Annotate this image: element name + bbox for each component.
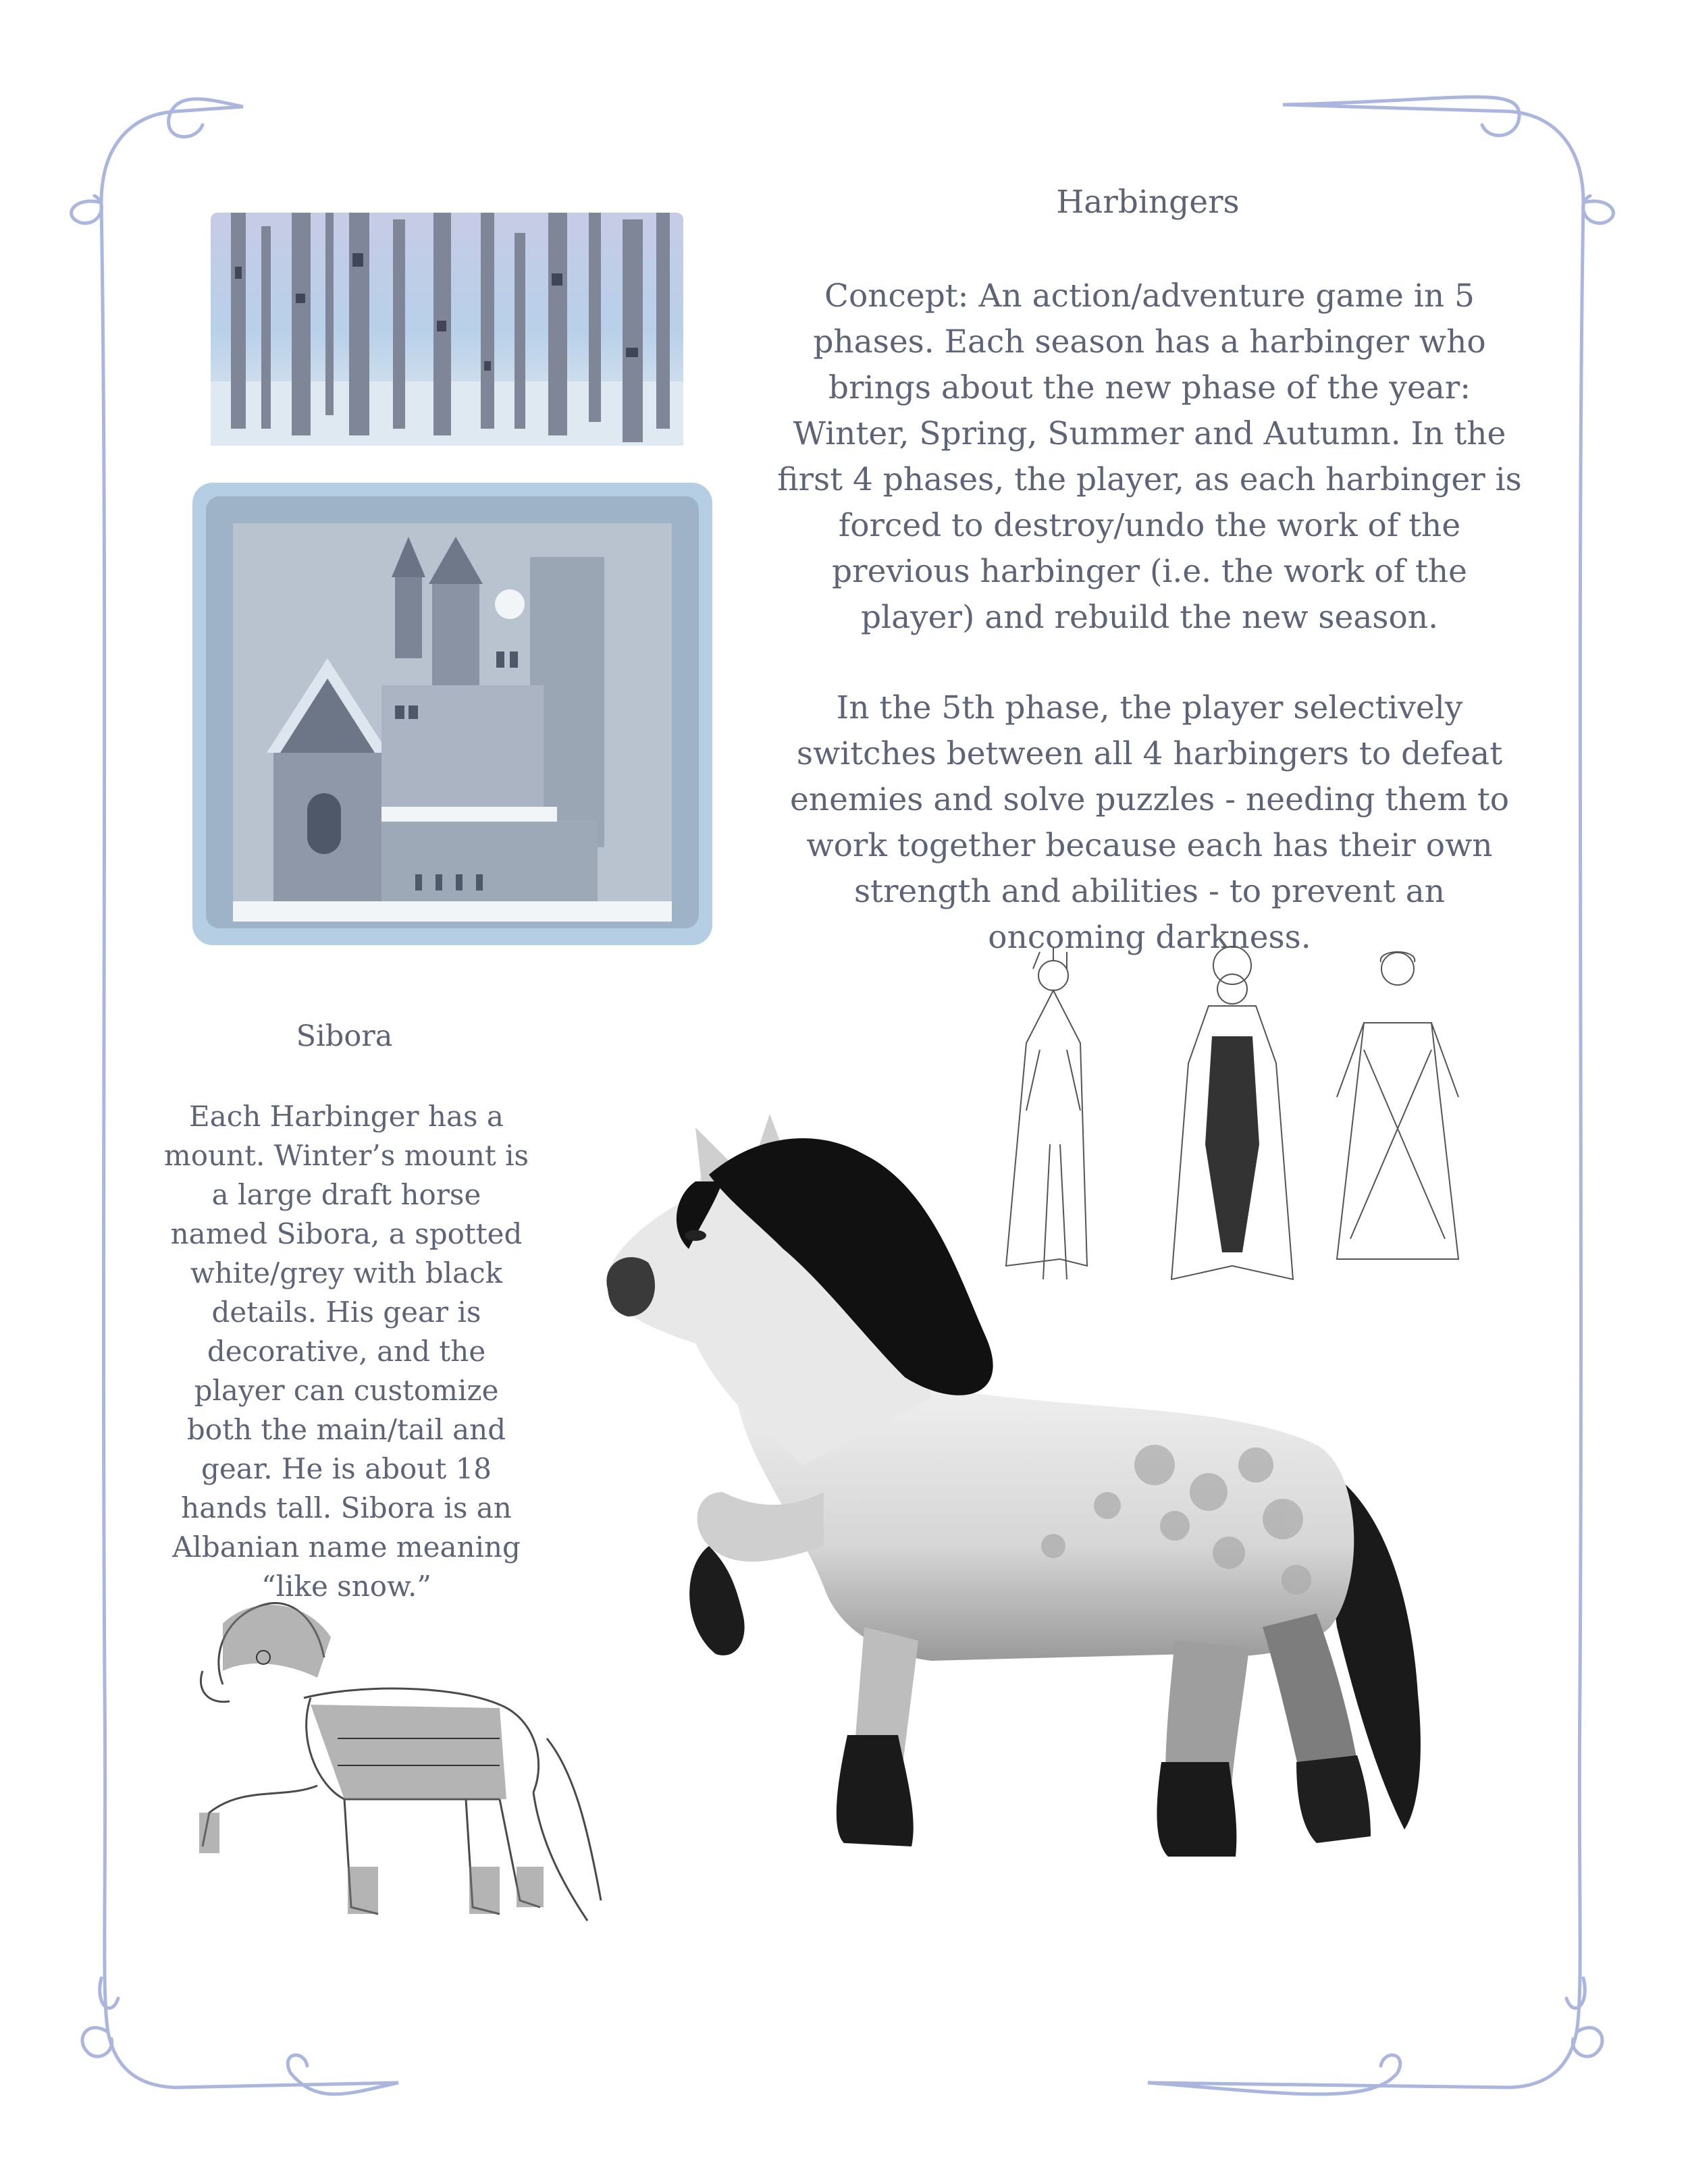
horse-sketch [182, 1583, 621, 1934]
concept-paragraph-1: Concept: An action/adventure game in 5 phases. Each season has a harbinger who brings about the new phase of the year: Winter, Spring, Summer and Autumn. In the first 4 phases, the player, as each harbinger is forced to destroy/undo the work of the previous harbinger (i.e. the work of the player) and rebuild the new season. [777, 277, 1522, 636]
concept-text [773, 273, 1526, 961]
castle-painting [192, 483, 712, 945]
mount-description: Each Harbinger has a mount. Winter’s mount is a large draft horse named Sibora, a spotted white/grey with black details. His gear is decorative, and the player can customize both the main/tail and gear. He is about 18 hands tall. Sibora is an Albanian name meaning “like snow.” [163, 1100, 529, 1603]
horse-painting [581, 1114, 1472, 1897]
forest-painting [211, 213, 683, 446]
concept-paragraph-2: In the 5th phase, the player selectively switches between all 4 harbingers to defeat enemies and solve puzzles - needing them to work together because each has their own strength and abilities - to prevent an oncoming darkness. [789, 689, 1510, 956]
mount-title: Sibora [296, 1019, 393, 1053]
page-title: Harbingers [1056, 184, 1240, 221]
